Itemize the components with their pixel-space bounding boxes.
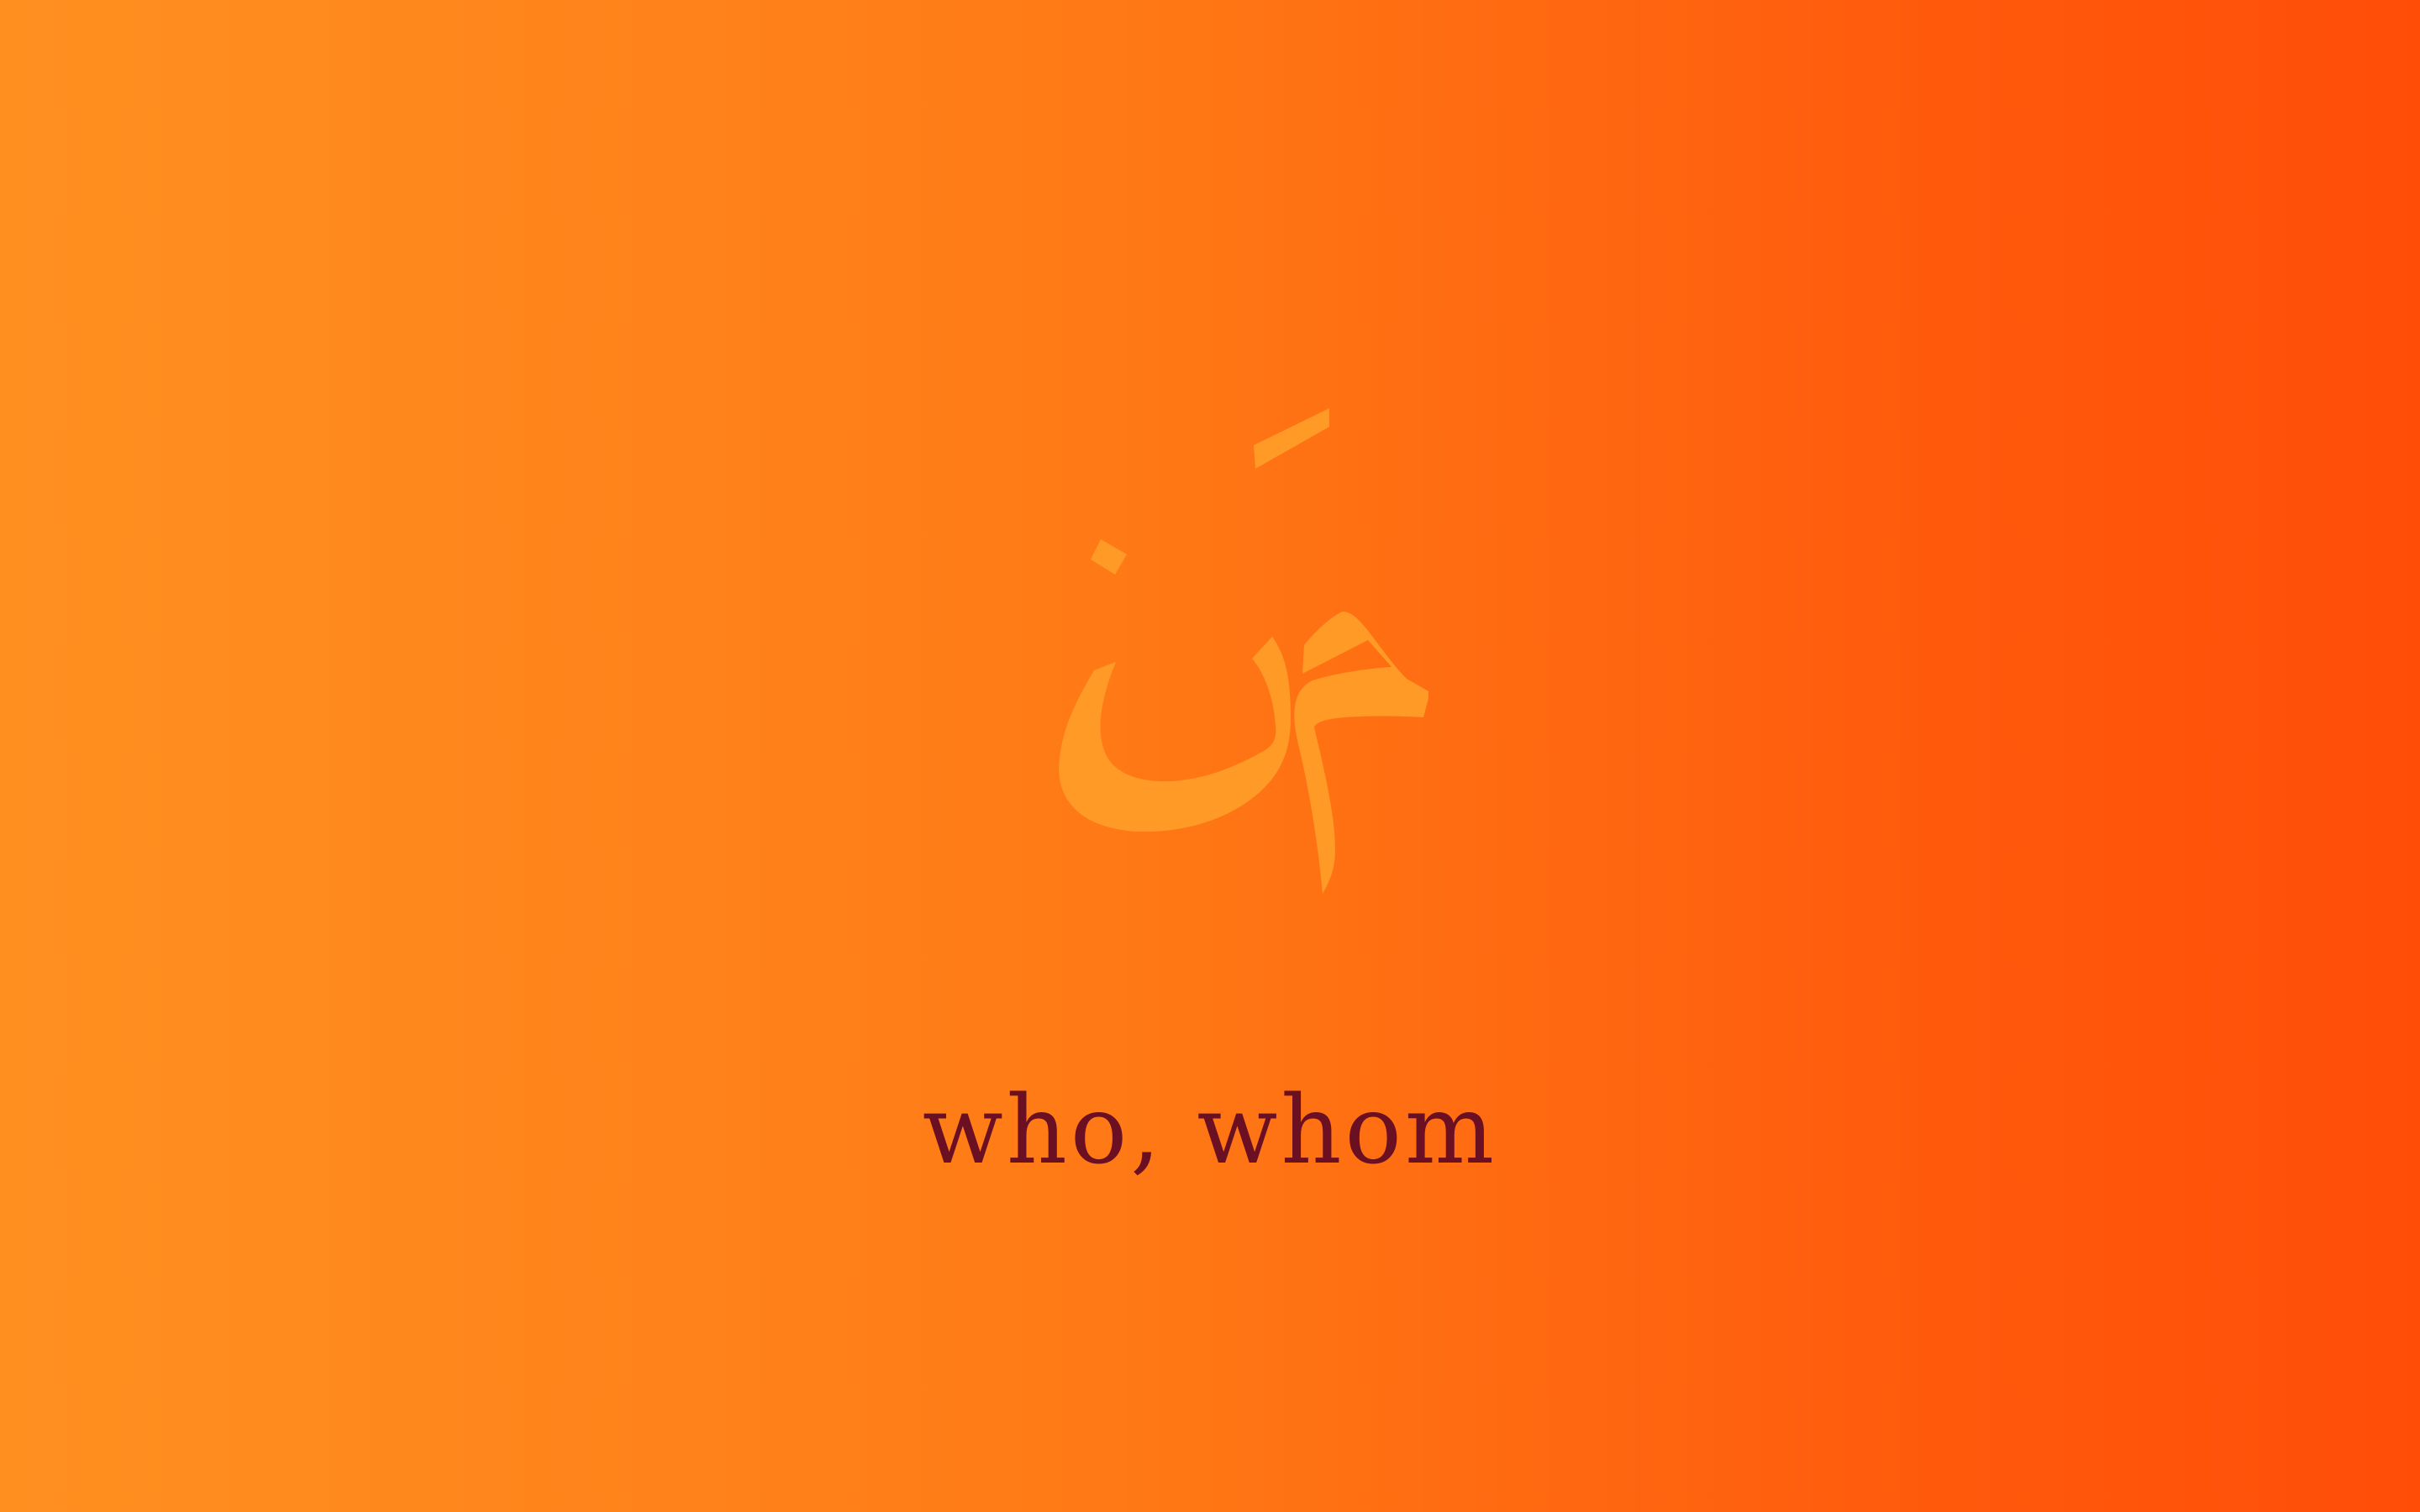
translation-text: who, whom bbox=[922, 1076, 1498, 1185]
arabic-word-text bbox=[992, 874, 1428, 908]
arabic-word-glyph bbox=[992, 395, 1428, 932]
